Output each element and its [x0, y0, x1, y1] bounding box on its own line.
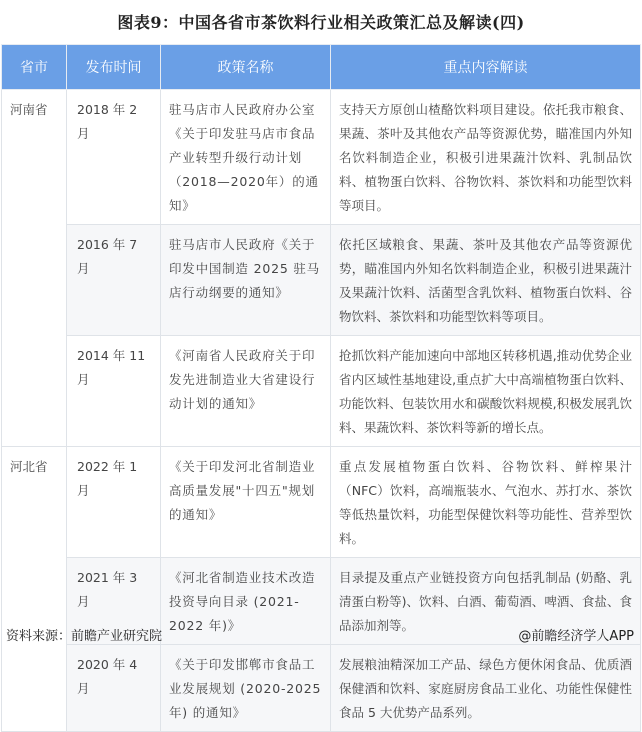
policy-name-cell: 《河北省制造业技术改造投资导向目录 (2021-2022 年)》 — [161, 558, 331, 645]
source-note: 资料来源：前瞻产业研究院 — [6, 629, 163, 644]
table-header-row — [2, 45, 641, 90]
date-cell: 2021 年 3 月 — [67, 558, 161, 645]
policy-name-cell: 《关于印发邯郸市食品工业发展规划 (2020-2025 年) 的通知》 — [161, 645, 331, 732]
content-cell: 依托区域粮食、果蔬、茶叶及其他农产品等资源优势，瞄准国内外知名饮料制造企业，积极引进果蔬汁及果蔬汁饮料、活菌型含乳饮料、植物蛋白饮料、谷物饮料、茶饮料和功能型饮料等项目。 — [331, 225, 641, 336]
province-cell: 河南省 — [2, 90, 67, 447]
content-cell: 目录提及重点产业链投资方向包括乳制品 (奶酪、乳清蛋白粉等)、饮料、白酒、葡萄酒、啤酒、食盐、食品添加剂等。 — [331, 558, 641, 645]
table-row — [2, 90, 641, 225]
header-policy-name: 政策名称 — [161, 45, 331, 90]
header-date: 发布时间 — [67, 45, 161, 90]
policy-name-cell: 《河南省人民政府关于印发先进制造业大省建设行动计划的通知》 — [161, 336, 331, 447]
content-cell: 发展粮油精深加工产品、绿色方便休闲食品、优质酒保健酒和饮料、家庭厨房食品工业化、功能性保健性食品 5 大优势产品系列。 — [331, 645, 641, 732]
credit-note: @前瞻经济学人APP — [518, 629, 634, 644]
table-row — [2, 447, 641, 558]
table-row — [2, 645, 641, 732]
date-cell: 2014 年 11 月 — [67, 336, 161, 447]
date-cell: 2020 年 4 月 — [67, 645, 161, 732]
content-cell: 支持天方原创山楂酪饮料项目建设。依托我市粮食、果蔬、茶叶及其他农产品等资源优势，瞄准国内外知名饮料制造企业，积极引进果蔬汁饮料、乳制品饮料、植物蛋白饮料、谷物饮料、茶饮料和功能型饮料等项目。 — [331, 90, 641, 225]
policy-name-cell: 驻马店市人民政府《关于印发中国制造 2025 驻马店行动纲要的通知》 — [161, 225, 331, 336]
content-cell: 抢抓饮料产能加速向中部地区转移机遇,推动优势企业省内区域性基地建设,重点扩大中高端植物蛋白饮料、功能饮料、包装饮用水和碳酸饮料规模,积极发展乳饮料、果蔬饮料、茶饮料等新的增长点。 — [331, 336, 641, 447]
header-province: 省市 — [2, 45, 67, 90]
table-row — [2, 336, 641, 447]
date-cell: 2022 年 1 月 — [67, 447, 161, 558]
policy-name-cell: 驻马店市人民政府办公室《关于印发驻马店市食品产业转型升级行动计划（2018—2020年）的通知》 — [161, 90, 331, 225]
province-cell: 河北省 — [2, 447, 67, 732]
date-cell: 2018 年 2 月 — [67, 90, 161, 225]
chart-title: 图表9：中国各省市茶饮料行业相关政策汇总及解读(四) — [117, 13, 525, 32]
policy-name-cell: 《关于印发河北省制造业高质量发展"十四五"规划的通知》 — [161, 447, 331, 558]
header-content: 重点内容解读 — [331, 45, 641, 90]
date-cell: 2016 年 7 月 — [67, 225, 161, 336]
content-cell: 重点发展植物蛋白饮料、谷物饮料、鲜榨果汁（NFC）饮料，高端瓶装水、气泡水、苏打水、茶饮等低热量饮料，功能型保健饮料等功能性、营养型饮料。 — [331, 447, 641, 558]
table-row — [2, 225, 641, 336]
